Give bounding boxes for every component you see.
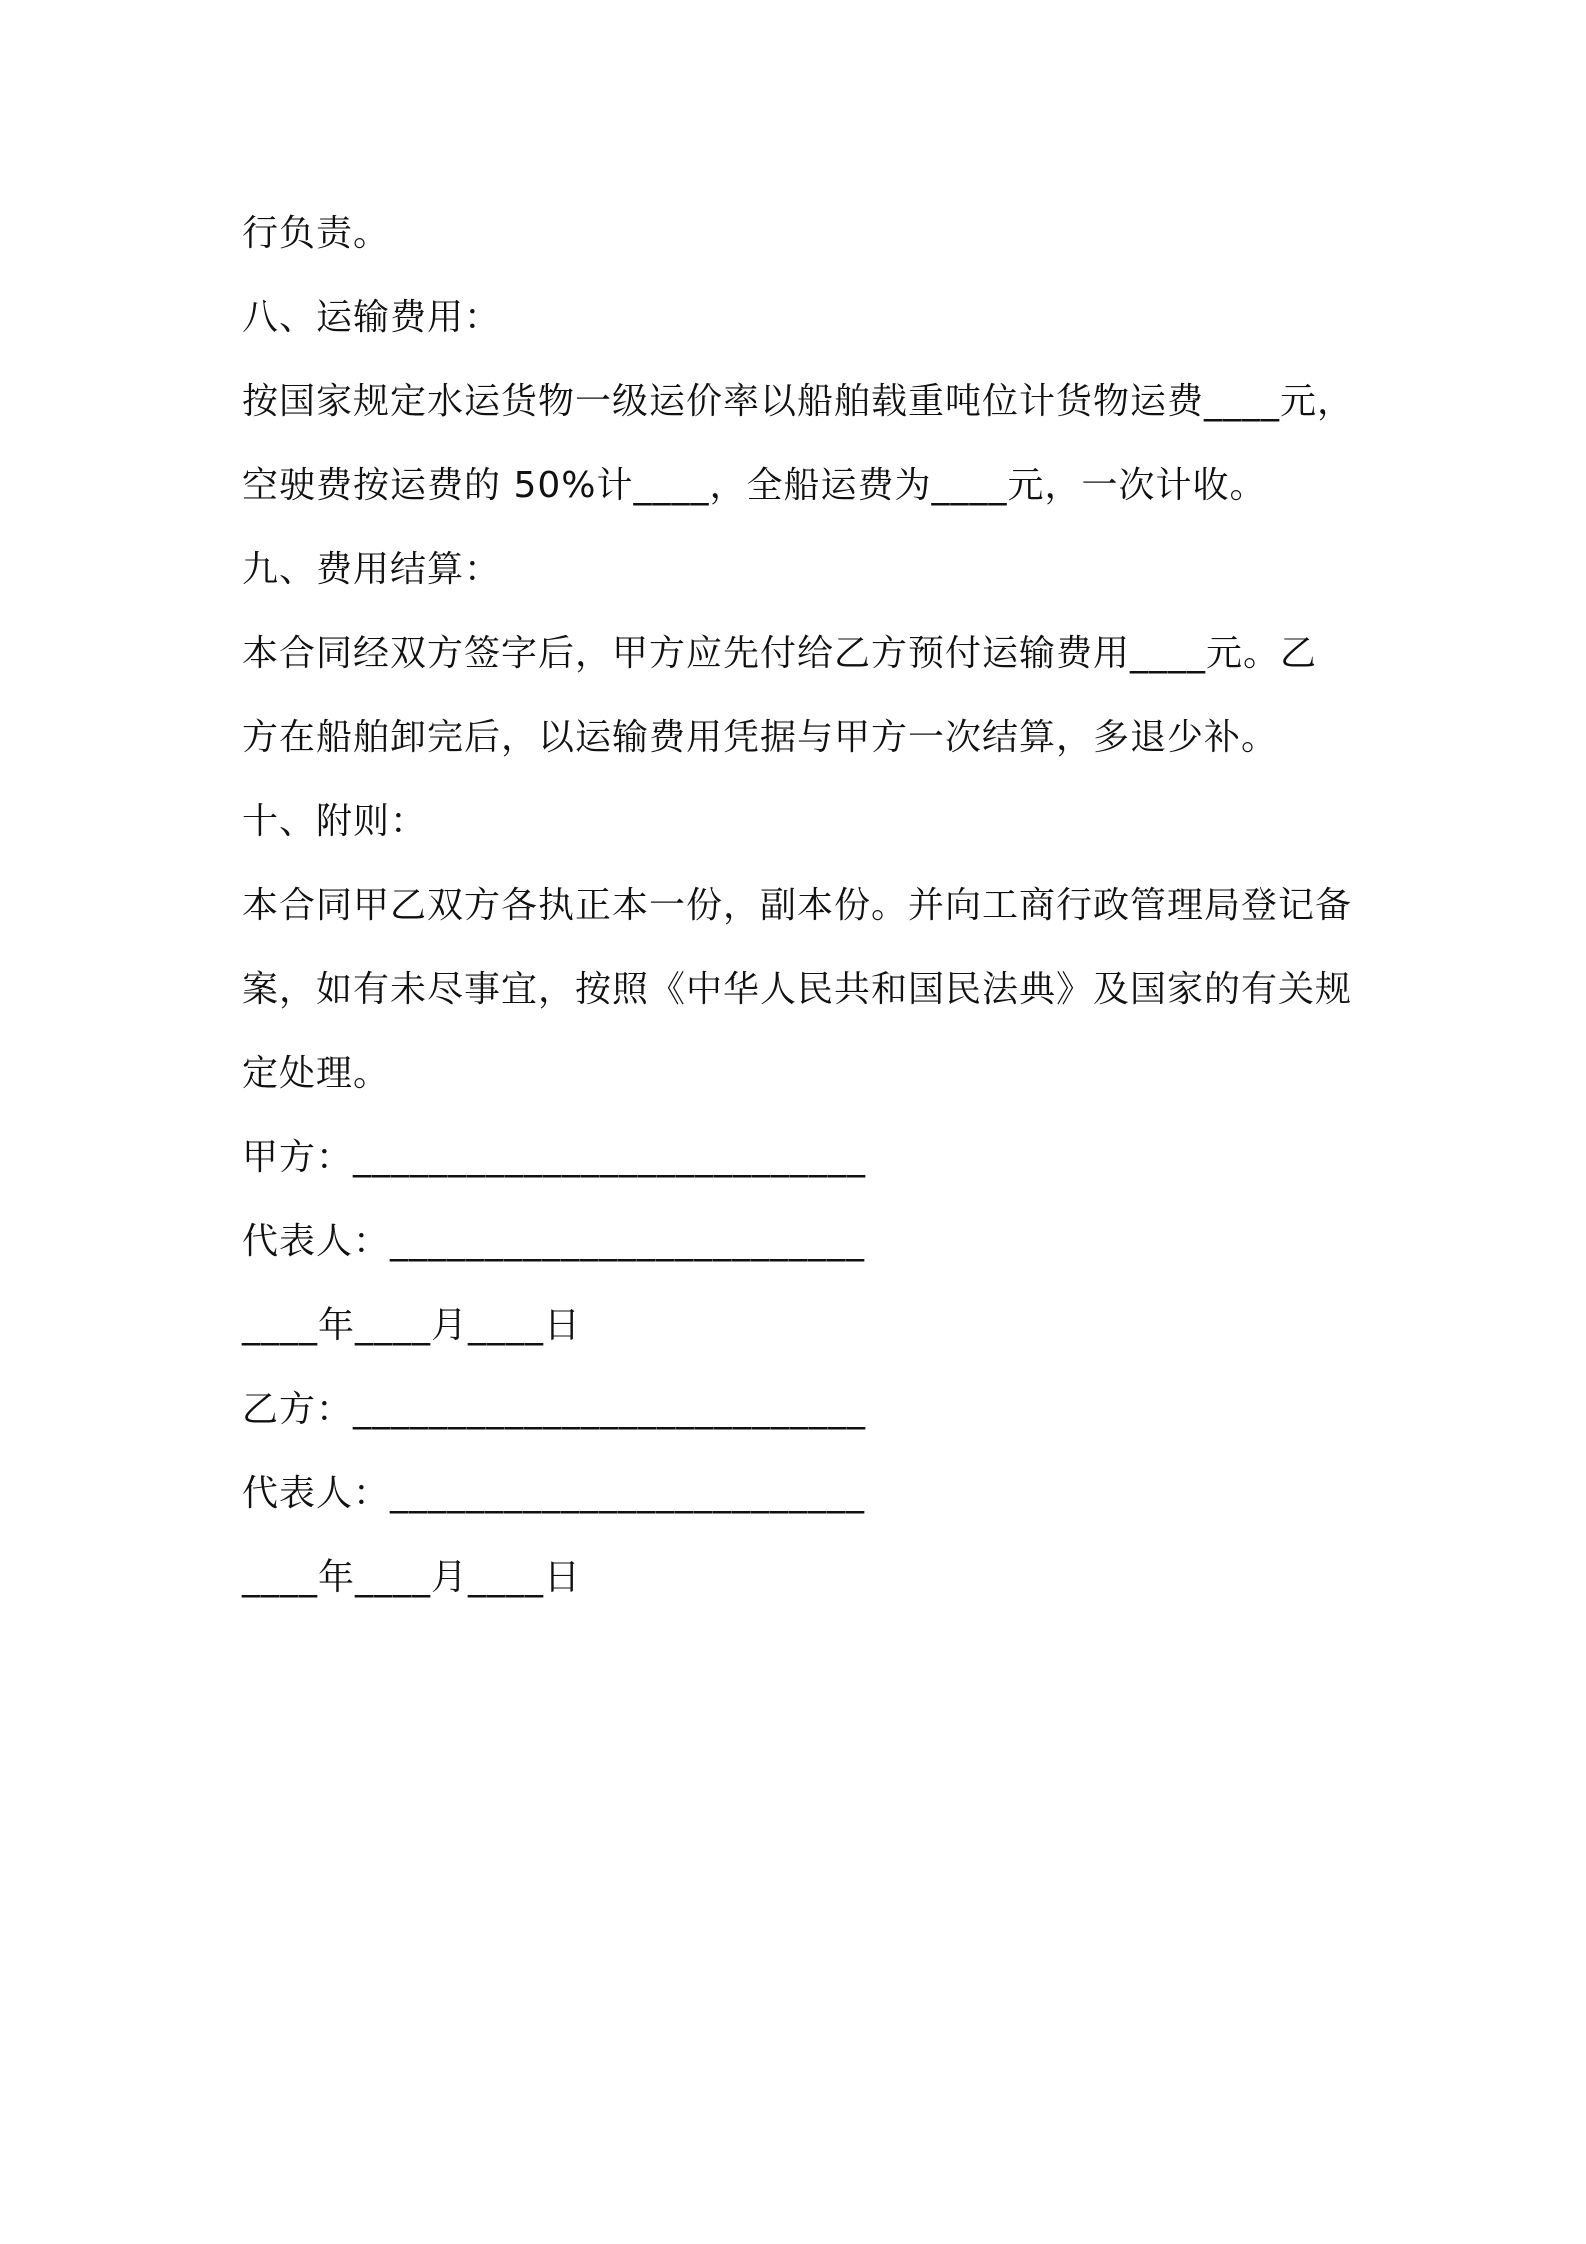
paragraph-supplementary-line-1: 本合同甲乙双方各执正本一份，副本份。并向工商行政管理局登记备 — [242, 885, 1353, 926]
paragraph-transport-fees-line-1: 按国家规定水运货物一级运价率以船舶载重吨位计货物运费____元， — [242, 381, 1355, 422]
party-b-date-field: ____年____月____日 — [242, 1557, 582, 1598]
paragraph-fee-settlement-line-1: 本合同经双方签字后，甲方应先付给乙方预付运输费用____元。乙 — [242, 633, 1318, 674]
party-a-date-field: ____年____月____日 — [242, 1305, 582, 1346]
section-heading-transport-fees: 八、运输费用： — [242, 297, 502, 338]
paragraph-supplementary-line-3: 定处理。 — [242, 1053, 391, 1094]
paragraph-fee-settlement-line-2: 方在船舶卸完后，以运输费用凭据与甲方一次结算，多退少补。 — [242, 717, 1279, 758]
text-line-continuation: 行负责。 — [242, 213, 391, 254]
paragraph-supplementary-line-2: 案，如有未尽事宜，按照《中华人民共和国民法典》及国家的有关规 — [242, 969, 1353, 1010]
document-body — [242, 192, 1362, 1620]
section-heading-supplementary: 十、附则： — [242, 801, 428, 842]
section-heading-fee-settlement: 九、费用结算： — [242, 549, 502, 590]
party-a-signature-field: 甲方：___________________________ — [242, 1137, 867, 1178]
paragraph-transport-fees-line-2: 空驶费按运费的 50%计____，全船运费为____元，一次计收。 — [242, 465, 1267, 506]
party-b-representative-field: 代表人：_________________________ — [242, 1473, 866, 1514]
party-a-representative-field: 代表人：_________________________ — [242, 1221, 866, 1262]
party-b-signature-field: 乙方：___________________________ — [242, 1389, 867, 1430]
